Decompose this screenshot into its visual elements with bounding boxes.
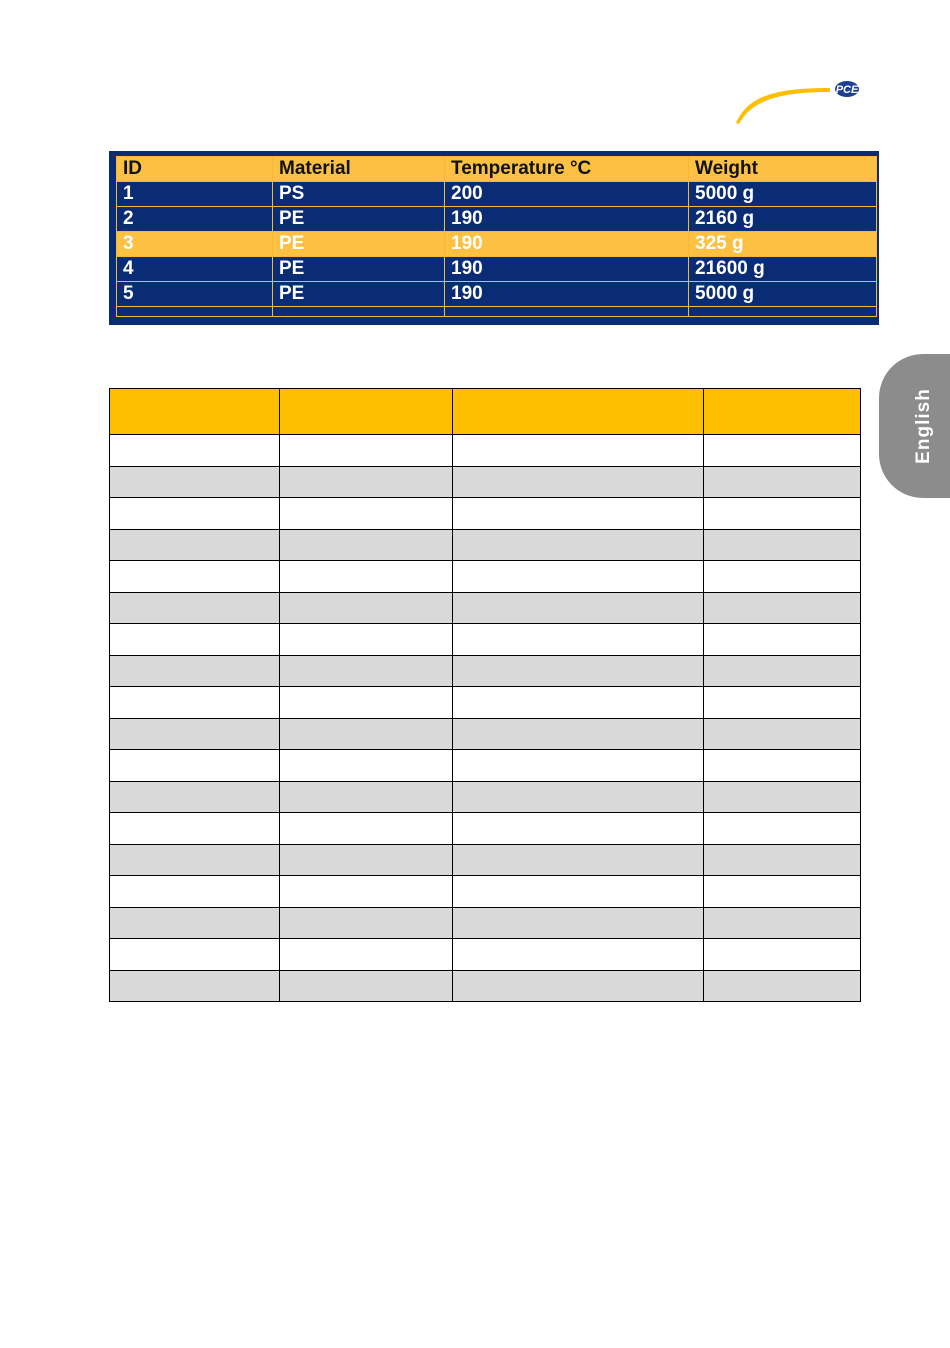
table-cell bbox=[704, 498, 861, 530]
record-table bbox=[109, 388, 861, 1002]
table-cell bbox=[280, 561, 453, 593]
table-cell bbox=[704, 939, 861, 971]
table-cell bbox=[453, 813, 704, 845]
cell-temperature: 190 bbox=[445, 207, 689, 232]
table-row bbox=[110, 655, 861, 687]
cell-weight: 325 g bbox=[689, 232, 877, 257]
table-cell bbox=[280, 529, 453, 561]
table-cell bbox=[704, 435, 861, 467]
table-cell bbox=[453, 435, 704, 467]
table-cell bbox=[110, 876, 280, 908]
record-header-cell bbox=[453, 389, 704, 435]
table-row bbox=[110, 624, 861, 656]
cell-id: 4 bbox=[117, 257, 273, 282]
cell-material: PS bbox=[273, 182, 445, 207]
table-cell bbox=[453, 750, 704, 782]
table-cell bbox=[280, 970, 453, 1002]
cell-temperature: 200 bbox=[445, 182, 689, 207]
table-row bbox=[110, 561, 861, 593]
cell-material: PE bbox=[273, 282, 445, 307]
table-cell bbox=[280, 907, 453, 939]
table-row bbox=[110, 970, 861, 1002]
table-cell bbox=[110, 813, 280, 845]
screen-row bbox=[117, 182, 877, 207]
table-cell bbox=[453, 592, 704, 624]
table-cell bbox=[110, 435, 280, 467]
table-row bbox=[110, 435, 861, 467]
table-row bbox=[110, 529, 861, 561]
screen-row bbox=[117, 282, 877, 307]
table-cell bbox=[704, 718, 861, 750]
table-cell bbox=[280, 498, 453, 530]
table-cell bbox=[110, 939, 280, 971]
table-row bbox=[110, 466, 861, 498]
table-cell bbox=[110, 655, 280, 687]
table-cell bbox=[704, 876, 861, 908]
table-row bbox=[110, 876, 861, 908]
record-header-cell bbox=[280, 389, 453, 435]
table-cell bbox=[280, 750, 453, 782]
cell-weight: 21600 g bbox=[689, 257, 877, 282]
cell-id: 2 bbox=[117, 207, 273, 232]
record-header-cell bbox=[110, 389, 280, 435]
table-cell bbox=[280, 435, 453, 467]
table-cell bbox=[453, 655, 704, 687]
table-cell bbox=[704, 813, 861, 845]
table-cell bbox=[110, 750, 280, 782]
table-row bbox=[110, 907, 861, 939]
table-cell bbox=[110, 466, 280, 498]
cell-empty bbox=[273, 307, 445, 317]
table-cell bbox=[453, 970, 704, 1002]
table-cell bbox=[453, 718, 704, 750]
table-cell bbox=[110, 718, 280, 750]
table-cell bbox=[453, 466, 704, 498]
table-cell bbox=[280, 781, 453, 813]
screen-row-empty bbox=[117, 307, 877, 317]
cell-id: 5 bbox=[117, 282, 273, 307]
table-cell bbox=[453, 781, 704, 813]
table-cell bbox=[453, 498, 704, 530]
table-cell bbox=[453, 939, 704, 971]
table-cell bbox=[110, 844, 280, 876]
cell-temperature: 190 bbox=[445, 232, 689, 257]
cell-id: 1 bbox=[117, 182, 273, 207]
table-cell bbox=[453, 529, 704, 561]
table-cell bbox=[110, 907, 280, 939]
table-cell bbox=[704, 561, 861, 593]
table-cell bbox=[110, 498, 280, 530]
table-cell bbox=[453, 844, 704, 876]
table-row bbox=[110, 844, 861, 876]
table-row bbox=[110, 592, 861, 624]
cell-material: PE bbox=[273, 257, 445, 282]
table-cell bbox=[280, 718, 453, 750]
device-screen-table bbox=[109, 151, 879, 325]
cell-weight: 5000 g bbox=[689, 282, 877, 307]
table-cell bbox=[110, 624, 280, 656]
screen-row-selected bbox=[117, 232, 877, 257]
table-cell bbox=[704, 466, 861, 498]
table-row bbox=[110, 718, 861, 750]
table-cell bbox=[453, 624, 704, 656]
table-cell bbox=[280, 592, 453, 624]
logo-text: PCE bbox=[835, 84, 859, 96]
record-header-cell bbox=[704, 389, 861, 435]
cell-material: PE bbox=[273, 207, 445, 232]
table-cell bbox=[110, 529, 280, 561]
cell-material: PE bbox=[273, 232, 445, 257]
table-row bbox=[110, 687, 861, 719]
table-cell bbox=[110, 970, 280, 1002]
table-cell bbox=[280, 844, 453, 876]
cell-empty bbox=[689, 307, 877, 317]
cell-temperature: 190 bbox=[445, 282, 689, 307]
screen-header-row bbox=[117, 157, 877, 182]
table-cell bbox=[280, 939, 453, 971]
table-cell bbox=[280, 655, 453, 687]
language-tab bbox=[879, 354, 950, 498]
header-id: ID bbox=[117, 157, 273, 182]
header-weight: Weight bbox=[689, 157, 877, 182]
table-row bbox=[110, 813, 861, 845]
table-cell bbox=[704, 529, 861, 561]
table-cell bbox=[453, 687, 704, 719]
screen-row bbox=[117, 257, 877, 282]
table-cell bbox=[704, 655, 861, 687]
table-cell bbox=[704, 750, 861, 782]
cell-weight: 5000 g bbox=[689, 182, 877, 207]
table-row bbox=[110, 498, 861, 530]
record-header-row bbox=[110, 389, 861, 435]
table-cell bbox=[704, 592, 861, 624]
language-tab-label: English bbox=[913, 388, 934, 464]
table-row bbox=[110, 939, 861, 971]
cell-id: 3 bbox=[117, 232, 273, 257]
table-cell bbox=[704, 624, 861, 656]
table-cell bbox=[453, 561, 704, 593]
table-cell bbox=[110, 781, 280, 813]
table-cell bbox=[704, 687, 861, 719]
cell-weight: 2160 g bbox=[689, 207, 877, 232]
table-cell bbox=[704, 907, 861, 939]
table-cell bbox=[453, 876, 704, 908]
header-material: Material bbox=[273, 157, 445, 182]
table-cell bbox=[280, 466, 453, 498]
cell-empty bbox=[445, 307, 689, 317]
table-cell bbox=[704, 781, 861, 813]
cell-temperature: 190 bbox=[445, 257, 689, 282]
pce-logo bbox=[730, 78, 865, 128]
table-cell bbox=[280, 687, 453, 719]
table-cell bbox=[110, 687, 280, 719]
logo-swoosh bbox=[736, 88, 830, 124]
table-cell bbox=[704, 970, 861, 1002]
table-cell bbox=[110, 561, 280, 593]
table-cell bbox=[453, 907, 704, 939]
header-temperature: Temperature °C bbox=[445, 157, 689, 182]
table-cell bbox=[280, 624, 453, 656]
table-row bbox=[110, 781, 861, 813]
table-cell bbox=[110, 592, 280, 624]
screen-row bbox=[117, 207, 877, 232]
table-row bbox=[110, 750, 861, 782]
table-cell bbox=[704, 844, 861, 876]
cell-empty bbox=[117, 307, 273, 317]
table-cell bbox=[280, 813, 453, 845]
table-cell bbox=[280, 876, 453, 908]
